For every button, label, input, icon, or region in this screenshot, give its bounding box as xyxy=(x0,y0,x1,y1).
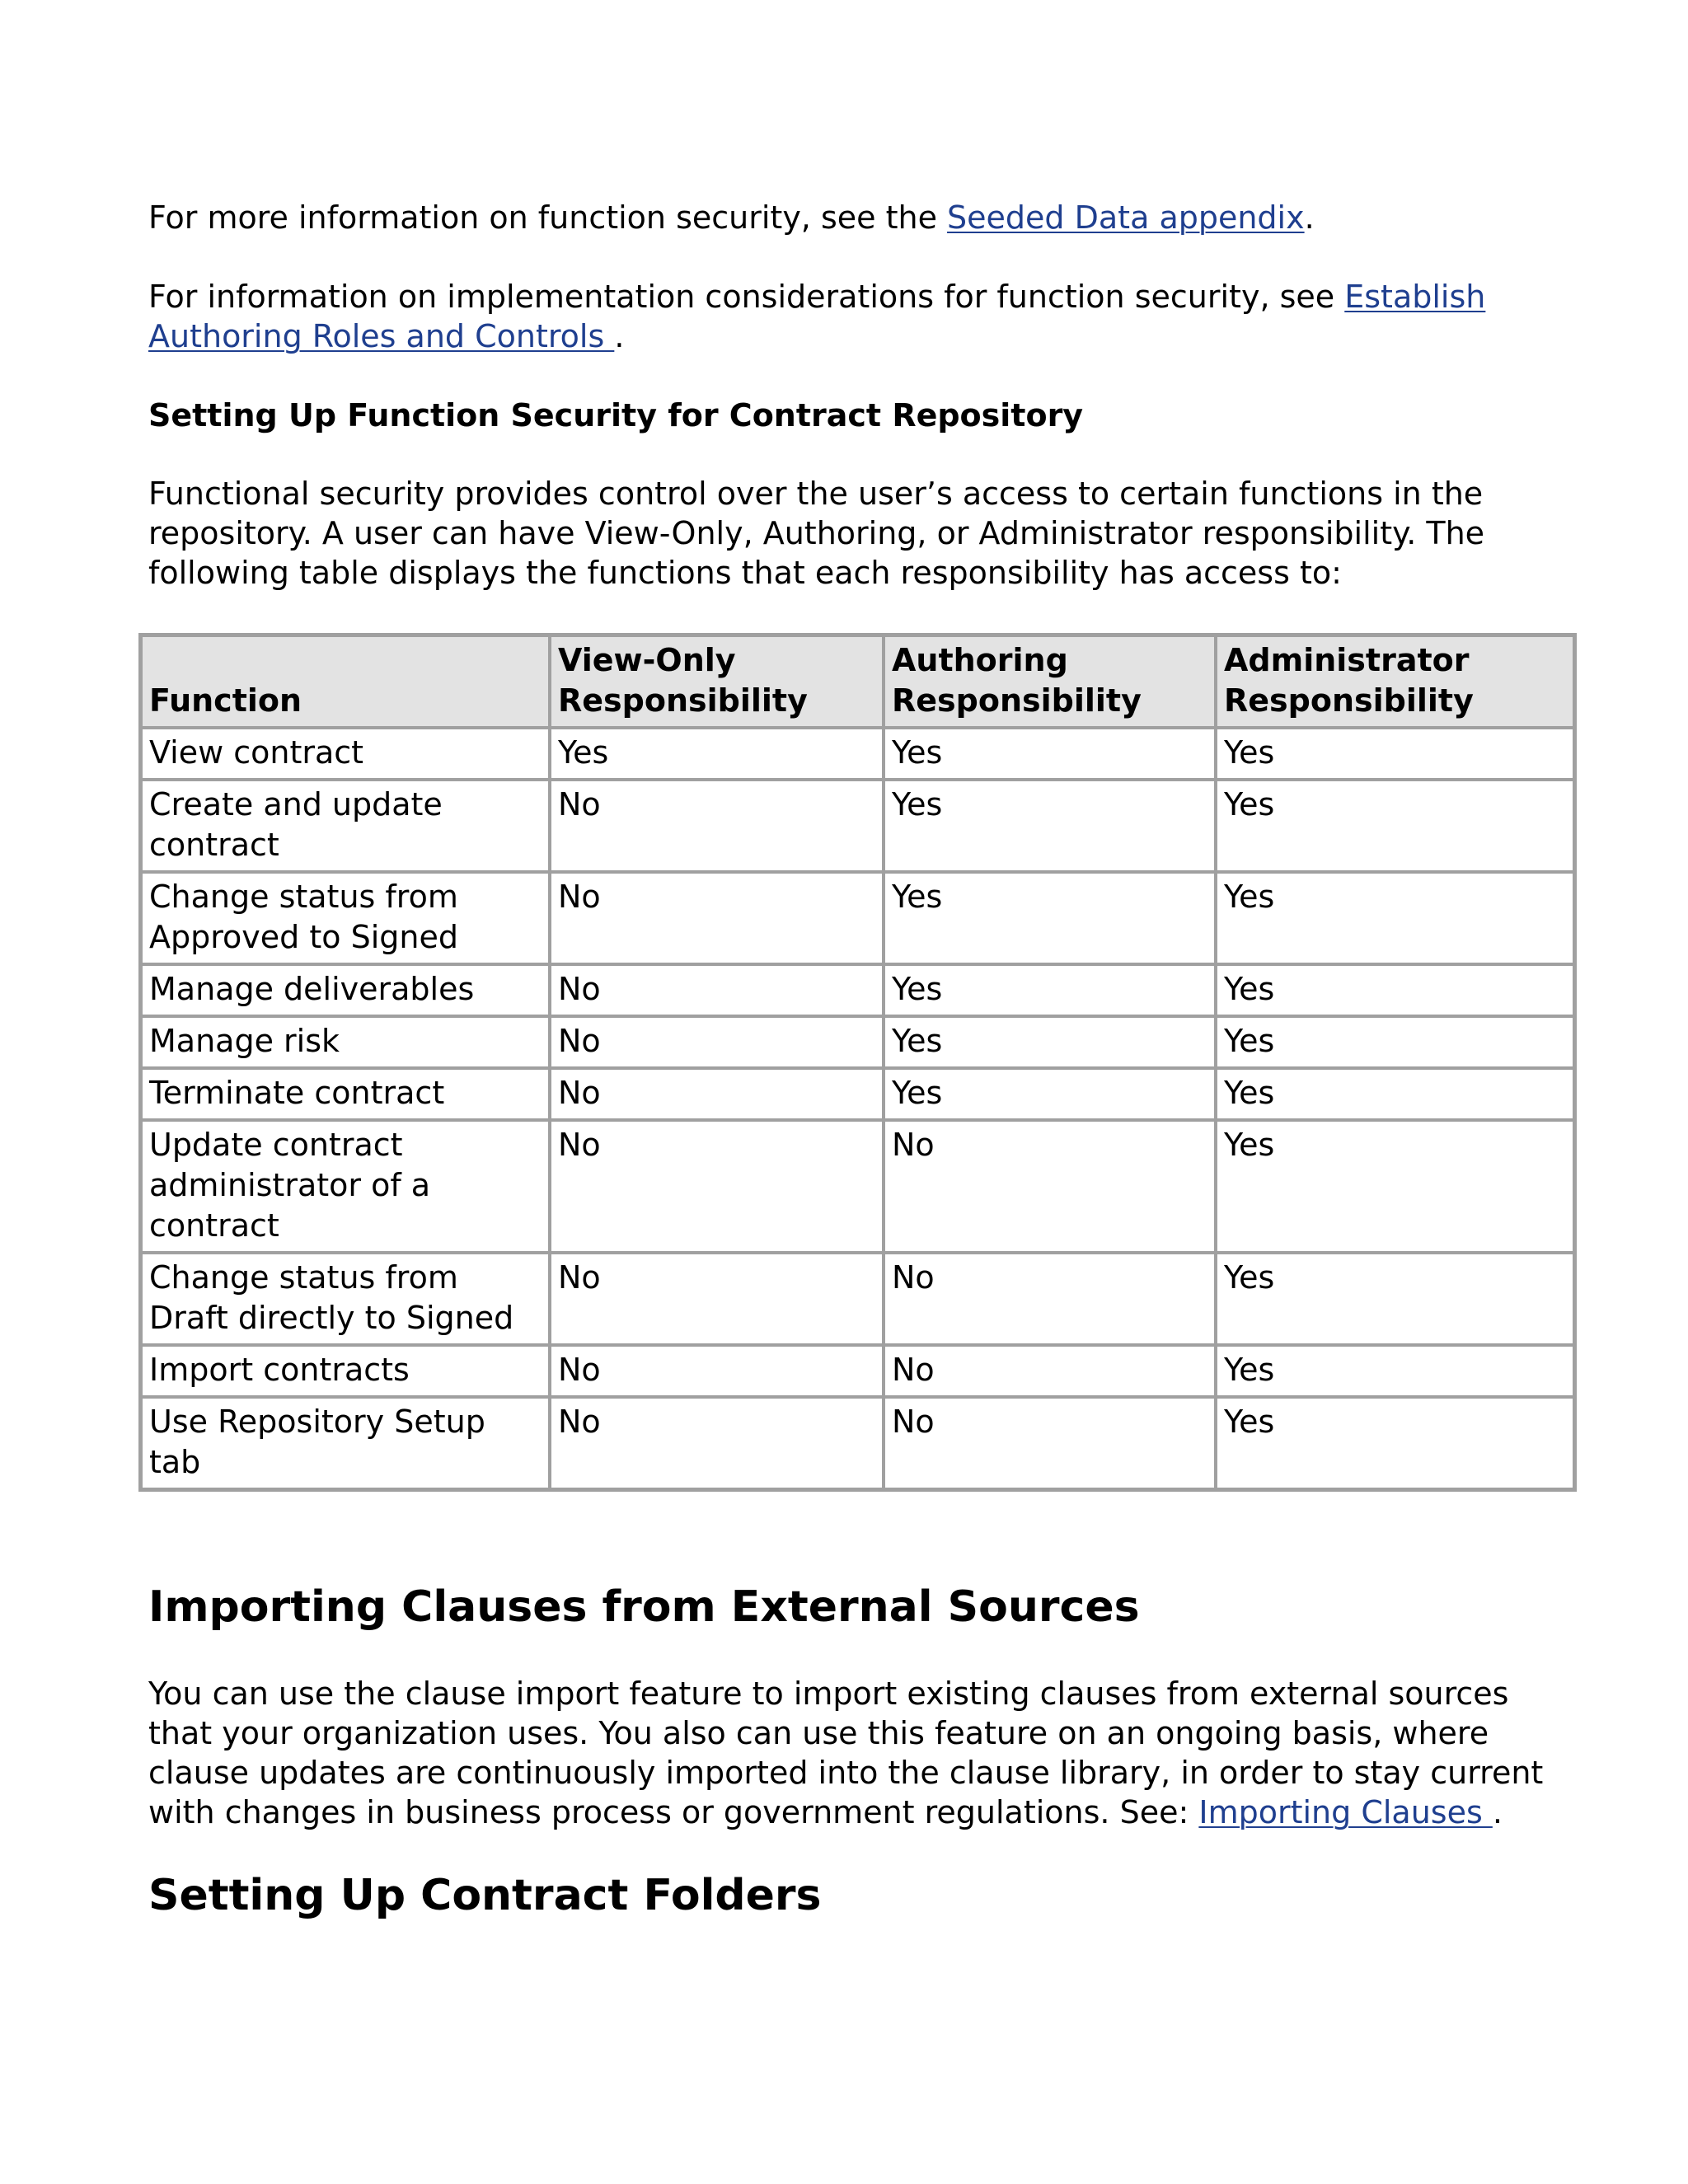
administrator-cell: Yes xyxy=(1216,1120,1574,1253)
view-only-cell: No xyxy=(550,872,884,964)
function-cell: View contract xyxy=(141,728,550,780)
authoring-cell: Yes xyxy=(884,728,1216,780)
function-cell: Update contract administrator of a contract xyxy=(141,1120,550,1253)
function-cell: Create and update contract xyxy=(141,780,550,872)
table-row xyxy=(141,1253,1574,1345)
function-security-heading: Setting Up Function Security for Contract Repository xyxy=(148,397,1084,434)
function-cell: Terminate contract xyxy=(141,1068,550,1120)
responsibility-table xyxy=(138,633,1577,1492)
implementation-text: For information on implementation considerations for function security, see xyxy=(148,279,1345,315)
table-row xyxy=(141,1068,1574,1120)
importing-clauses-body xyxy=(148,1674,1574,1832)
view-only-cell: No xyxy=(550,1345,884,1397)
table-row xyxy=(141,1345,1574,1397)
importing-clauses-link[interactable]: Importing Clauses xyxy=(1198,1794,1493,1830)
table-row xyxy=(141,964,1574,1016)
header-authoring: Authoring Responsibility xyxy=(884,635,1216,728)
view-only-cell: No xyxy=(550,1397,884,1489)
header-administrator: Administrator Responsibility xyxy=(1216,635,1574,728)
administrator-cell: Yes xyxy=(1216,872,1574,964)
administrator-cell: Yes xyxy=(1216,1397,1574,1489)
authoring-cell: No xyxy=(884,1397,1216,1489)
function-cell: Manage deliverables xyxy=(141,964,550,1016)
function-cell: Change status from Approved to Signed xyxy=(141,872,550,964)
administrator-cell: Yes xyxy=(1216,1068,1574,1120)
importing-clauses-text: You can use the clause import feature to import existing clauses from external sources that your organization uses. You also can use this feature on an ongoing basis, where clause updates are continuously imported into the clause library, in order to stay current with changes in business process or government regulations. See: xyxy=(148,1675,1544,1830)
authoring-cell: Yes xyxy=(884,1068,1216,1120)
administrator-cell: Yes xyxy=(1216,1345,1574,1397)
view-only-cell: No xyxy=(550,964,884,1016)
function-cell: Manage risk xyxy=(141,1016,550,1068)
seeded-data-text: For more information on function security, see the xyxy=(148,199,948,236)
function-cell: Import contracts xyxy=(141,1345,550,1397)
function-cell: Change status from Draft directly to Signed xyxy=(141,1253,550,1345)
authoring-cell: Yes xyxy=(884,964,1216,1016)
authoring-cell: Yes xyxy=(884,872,1216,964)
administrator-cell: Yes xyxy=(1216,728,1574,780)
establish-authoring-roles-link[interactable]: Establish Authoring Roles and Controls xyxy=(148,279,1486,354)
function-security-body: Functional security provides control over the user’s access to certain functions in the repository. A user can have View-Only, Authoring, or Administrator responsibility. The following table displays the functions that each responsibility has access to: xyxy=(148,476,1485,591)
table-header-row xyxy=(141,635,1574,728)
function-cell: Use Repository Setup tab xyxy=(141,1397,550,1489)
administrator-cell: Yes xyxy=(1216,780,1574,872)
view-only-cell: No xyxy=(550,1120,884,1253)
authoring-cell: No xyxy=(884,1345,1216,1397)
table-row xyxy=(141,1016,1574,1068)
header-view-only: View-Only Responsibility xyxy=(550,635,884,728)
importing-clauses-period: . xyxy=(1492,1794,1503,1830)
seeded-data-paragraph xyxy=(148,198,1574,237)
authoring-cell: Yes xyxy=(884,1016,1216,1068)
view-only-cell: No xyxy=(550,1016,884,1068)
seeded-data-appendix-link[interactable]: Seeded Data appendix xyxy=(947,199,1305,236)
implementation-period: . xyxy=(614,318,625,354)
authoring-cell: No xyxy=(884,1120,1216,1253)
table-row xyxy=(141,1397,1574,1489)
table-row xyxy=(141,872,1574,964)
view-only-cell: No xyxy=(550,1068,884,1120)
contract-folders-heading: Setting Up Contract Folders xyxy=(148,1871,822,1920)
view-only-cell: No xyxy=(550,1253,884,1345)
view-only-cell: No xyxy=(550,780,884,872)
administrator-cell: Yes xyxy=(1216,1253,1574,1345)
seeded-data-period: . xyxy=(1304,199,1315,236)
administrator-cell: Yes xyxy=(1216,964,1574,1016)
view-only-cell: Yes xyxy=(550,728,884,780)
table-row xyxy=(141,1120,1574,1253)
header-function: Function xyxy=(141,635,550,728)
table-row xyxy=(141,780,1574,872)
authoring-cell: Yes xyxy=(884,780,1216,872)
implementation-paragraph xyxy=(148,277,1574,356)
administrator-cell: Yes xyxy=(1216,1016,1574,1068)
authoring-cell: No xyxy=(884,1253,1216,1345)
table-row xyxy=(141,728,1574,780)
importing-clauses-heading: Importing Clauses from External Sources xyxy=(148,1582,1140,1632)
